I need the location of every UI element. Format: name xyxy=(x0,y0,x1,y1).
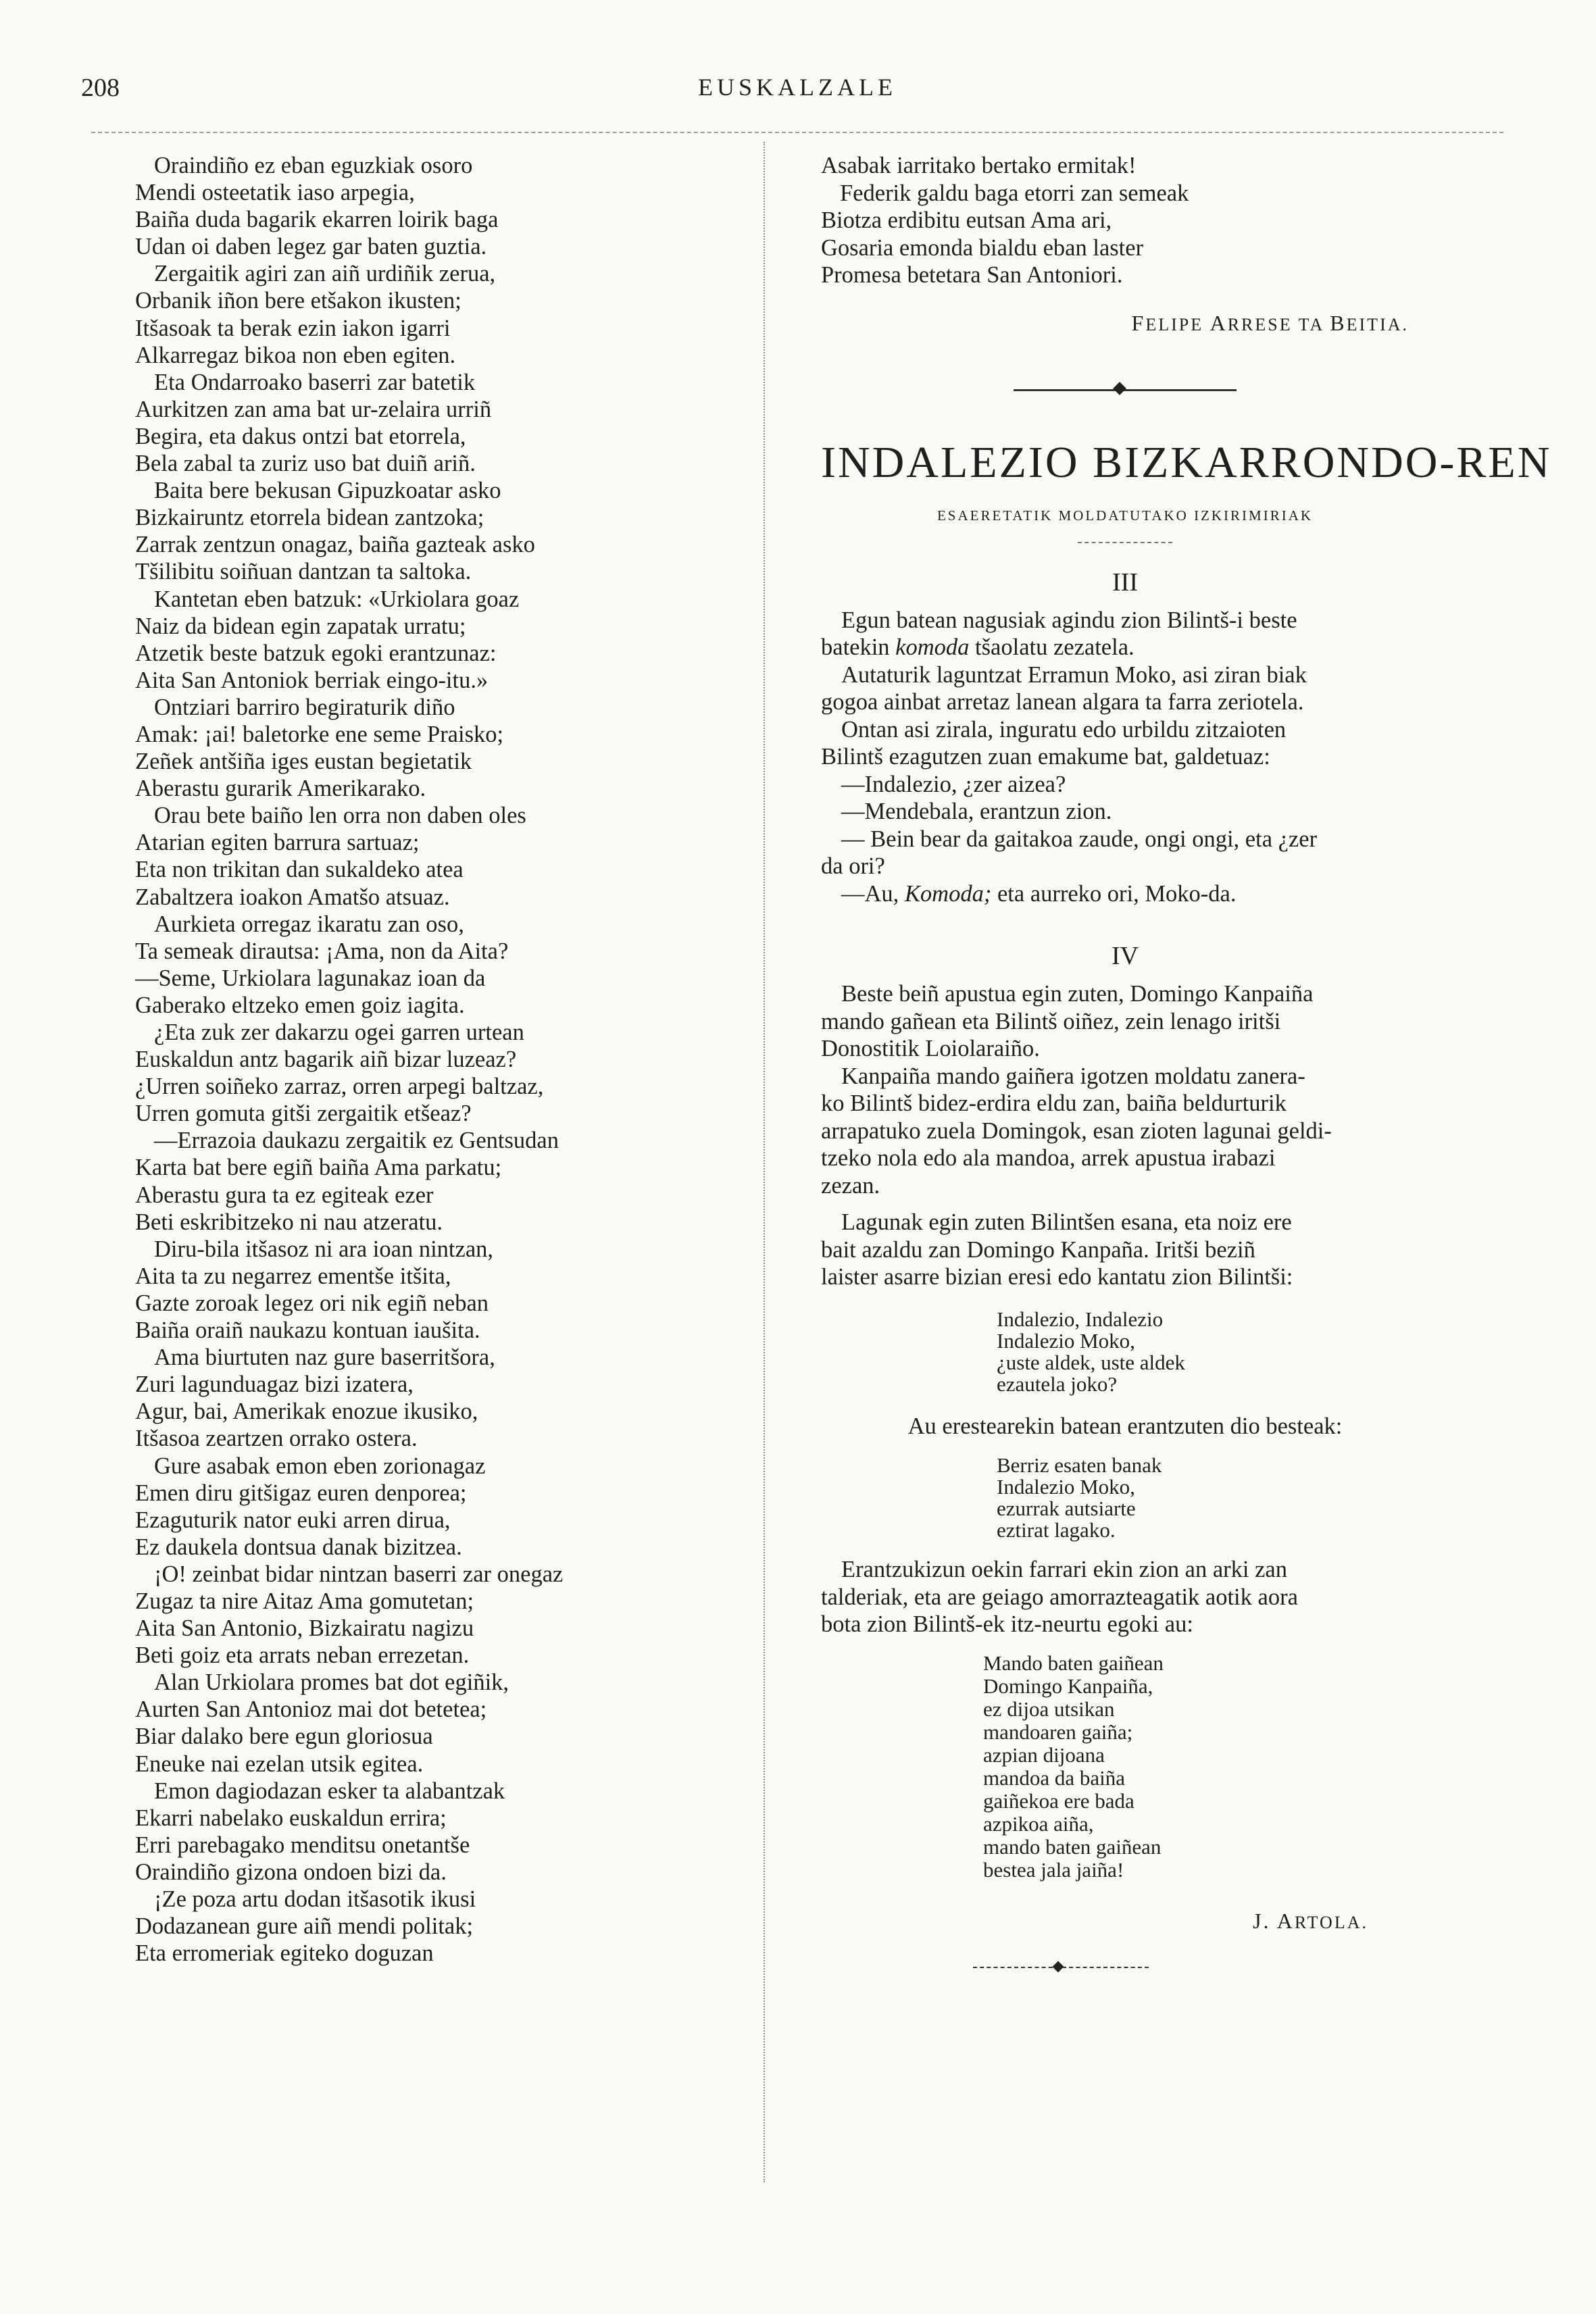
prose-line: — Bein bear da gaitakoa zaude, ongi ongi, eta ¿zer xyxy=(841,826,1318,852)
poem-line: Alkarregaz bikoa non eben egiten. xyxy=(135,342,456,368)
running-title: EUSKALZALE xyxy=(698,74,897,101)
prose-line: Egun batean nagusiak agindu zion Bilintš-i beste xyxy=(841,607,1297,633)
poem-line: ¿Eta zuk zer dakarzu ogei garren urtean xyxy=(154,1020,524,1045)
section-number-iv: IV xyxy=(1111,942,1139,970)
poem-line: Ekarri nabelako euskaldun errira; xyxy=(135,1805,447,1831)
poem-line: Beti eskribitzeko ni nau atzeratu. xyxy=(135,1209,443,1235)
poem-line: Beti goiz eta arrats neban errezetan. xyxy=(135,1642,470,1669)
right-column xyxy=(821,152,1552,1974)
prose-line: arrapatuko zuela Domingok, esan zioten lagunai geldi- xyxy=(821,1117,1332,1144)
poem-line: Aberastu gura ta ez egiteak ezer xyxy=(135,1182,434,1208)
poem-line: Aurkitzen zan ama bat ur-zelaira urriñ xyxy=(135,396,492,422)
poem-line: Ezaguturik nator euki arren dirua, xyxy=(135,1507,451,1533)
poem-line: Zugaz ta nire Aitaz Ama gomutetan; xyxy=(135,1588,474,1614)
prose-line: Lagunak egin zuten Bilintšen esana, eta noiz ere xyxy=(841,1209,1292,1235)
poem-line: Eta Ondarroako baserri zar batetik xyxy=(154,369,476,395)
ornament-divider xyxy=(1014,383,1237,397)
column-divider xyxy=(764,142,765,2182)
poem-line: Zergaitik agiri zan aiñ urdiñik zerua, xyxy=(154,261,496,287)
verse-line: Indalezio Moko, xyxy=(997,1328,1135,1353)
poem-line: Orau bete baiño len orra non daben oles xyxy=(154,803,526,829)
prose-line: ko Bilintš bidez-erdira eldu zan, baiña beldurturik xyxy=(821,1090,1287,1116)
verse-mando xyxy=(821,1652,1429,1882)
poem-line: Kantetan eben batzuk: «Urkiolara goaz xyxy=(154,586,520,612)
poem-line: ¡Ze poza artu dodan itšasotik ikusi xyxy=(154,1886,476,1912)
verse-line: ¿uste aldek, uste aldek xyxy=(997,1350,1185,1374)
prose-line: bait azaldu zan Domingo Kanpaña. Iritši beziñ xyxy=(821,1236,1255,1263)
poem-line: Ama biurtuten naz gure baserritšora, xyxy=(154,1344,495,1371)
verse-line: mandoa da baiña xyxy=(983,1765,1126,1790)
poem-line: Gazte zoroak legez ori nik egiñ neban xyxy=(135,1290,489,1316)
poem-line: Baiña duda bagarik ekarren loirik baga xyxy=(135,207,499,233)
poem-line: Oraindiño gizona ondoen bizi da. xyxy=(135,1859,447,1885)
poem-line: Karta bat bere egiñ baiña Ama parkatu; xyxy=(135,1155,502,1181)
prose-line: bota zion Bilintš-ek itz-neurtu egoki au: xyxy=(821,1611,1193,1637)
poem-line: Baita bere bekusan Gipuzkoatar asko xyxy=(154,478,501,504)
poem-line: Aberastu gurarik Amerikarako. xyxy=(135,776,426,802)
page-header xyxy=(81,73,1514,114)
subtitle-divider xyxy=(1078,542,1172,543)
poem-line: Aurten San Antonioz mai dot betetea; xyxy=(135,1696,487,1723)
poem-line: Mendi osteetatik iaso arpegia, xyxy=(135,180,415,206)
verse-line: Mando baten gaiñean xyxy=(983,1651,1164,1675)
poem-line: Ontziari barriro begiraturik diño xyxy=(154,694,455,720)
poem-line: Emen diru gitšigaz euren denporea; xyxy=(135,1480,467,1506)
verse-line: eztirat lagako. xyxy=(997,1518,1116,1542)
poem-line: Promesa betetara San Antoniori. xyxy=(821,262,1123,288)
poem-line: Atarian egiten barrura sartuaz; xyxy=(135,830,420,856)
verse-line: mandoaren gaiña; xyxy=(983,1719,1133,1744)
poem-line: Atzetik beste batzuk egoki erantzunaz: xyxy=(135,640,497,666)
signature-felipe-arrese: FELIPE ARRESE TA BEITIA. xyxy=(1131,310,1409,335)
poem-line: Udan oi daben legez gar baten guztia. xyxy=(135,234,487,260)
header-divider xyxy=(91,132,1503,133)
prose-line: —Mendebala, erantzun zion. xyxy=(841,799,1112,824)
verse-line: mando baten gaiñean xyxy=(983,1834,1162,1859)
section-iii-text xyxy=(821,607,1429,908)
poem-line: Federik galdu baga etorri zan semeak xyxy=(840,180,1189,206)
prose-line: Autaturik laguntzat Erramun Moko, asi ziran biak xyxy=(841,661,1307,688)
poem-line: Diru-bila itšasoz ni ara ioan nintzan, xyxy=(154,1236,494,1262)
poem-line: Tšilibitu soiñuan dantzan ta saltoka. xyxy=(135,559,472,585)
poem-line: Bizkairuntz etorrela bidean zantzoka; xyxy=(135,505,484,531)
verse-line: Indalezio Moko, xyxy=(997,1475,1135,1499)
poem-line: Aita San Antonio, Bizkairatu nagizu xyxy=(135,1615,474,1642)
verse-response xyxy=(821,1455,1429,1541)
poem-line: Asabak iarritako bertako ermitak! xyxy=(821,153,1137,178)
poem-line: Agur, bai, Amerikak enozue ikusiko, xyxy=(135,1399,478,1425)
poem-line: Bela zabal ta zuriz uso bat duiñ ariñ. xyxy=(135,451,476,477)
poem-line: Zeñek antšiña iges eustan begietatik xyxy=(135,749,472,775)
poem-line: Oraindiño ez eban eguzkiak osoro xyxy=(154,153,473,178)
verse-indalezio xyxy=(821,1309,1429,1395)
poem-line: ¡O! zeinbat bidar nintzan baserri zar onegaz xyxy=(154,1561,564,1587)
poem-line: Dodazanean gure aiñ mendi politak; xyxy=(135,1913,474,1940)
prose-line: batekin komoda tšaolatu zezatela. xyxy=(821,634,1134,660)
verse-line: Berriz esaten banak xyxy=(997,1453,1162,1477)
section-iv-text xyxy=(821,980,1429,1199)
closing-ornament xyxy=(973,1961,1149,1974)
poem-line: Orbanik iñon bere etšakon ikusten; xyxy=(135,288,462,314)
prose-line: Donostitik Loiolaraiño. xyxy=(821,1036,1040,1061)
prose-line: Kanpaiña mando gaiñera igotzen moldatu zanera- xyxy=(841,1063,1305,1089)
verse-line: Domingo Kanpaiña, xyxy=(983,1674,1153,1698)
verse-line: ezautela joko? xyxy=(997,1372,1118,1396)
poem-line: ¿Urren soiñeko zarraz, orren arpegi baltzaz, xyxy=(135,1074,544,1100)
poem-line: Erri parebagako menditsu onetantše xyxy=(135,1832,470,1858)
poem-line: Emon dagiodazan esker ta alabantzak xyxy=(154,1778,505,1804)
poem-line: Alan Urkiolara promes bat dot egiñik, xyxy=(154,1669,509,1696)
poem-line: Gosaria emonda bialdu eban laster xyxy=(821,234,1144,261)
signature-artola: J. ARTOLA. xyxy=(1253,1908,1368,1933)
poem-line: Zuri lagunduagaz bizi izatera, xyxy=(135,1372,414,1398)
prose-line: laister asarre bizian eresi edo kantatu zion Bilintši: xyxy=(821,1264,1293,1290)
poem-line: Naiz da bidean egin zapatak urratu; xyxy=(135,613,466,639)
poem-line: Eta non trikitan dan sukaldeko atea xyxy=(135,857,464,883)
prose-line: Erantzukizun oekin farrari ekin zion an arki zan xyxy=(841,1557,1287,1582)
poem-line: Biar dalako bere egun gloriosua xyxy=(135,1724,433,1750)
final-text xyxy=(821,1556,1429,1638)
prose-line: Ontan asi zirala, inguratu edo urbildu zitzaioten xyxy=(841,716,1287,743)
prose-line: mando gañean eta Bilintš oiñez, zein lenago iritši xyxy=(821,1008,1281,1034)
section-number-iii: III xyxy=(1112,568,1138,597)
poem-line: —Seme, Urkiolara lagunakaz ioan da xyxy=(135,965,486,991)
poem-line: Amak: ¡ai! baletorke ene seme Praisko; xyxy=(135,721,504,747)
verse-line: azpikoa aiña, xyxy=(983,1811,1094,1836)
verse-line: bestea jala jaiña! xyxy=(983,1857,1124,1882)
poem-line: Baiña oraiñ naukazu kontuan iaušita. xyxy=(135,1317,480,1344)
left-column-poem xyxy=(135,152,757,1967)
prose-line: tzeko nola edo ala mandoa, arrek apustua irabazi xyxy=(821,1145,1276,1171)
poem-line: Eneuke nai ezelan utsik egitea. xyxy=(135,1751,424,1777)
verse-line: ez dijoa utsikan xyxy=(983,1696,1115,1721)
poem-line: Ta semeak dirautsa: ¡Ama, non da Aita? xyxy=(135,938,509,964)
poem-line: Urren gomuta gitši zergaitik etšeaz? xyxy=(135,1101,472,1127)
poem-line: Euskaldun antz bagarik aiñ bizar luzeaz? xyxy=(135,1047,517,1073)
answer-line: Au erestearekin batean erantzuten dio besteak: xyxy=(907,1413,1343,1439)
poem-line: Biotza erdibitu eutsan Ama ari, xyxy=(821,207,1112,233)
verse-line: Indalezio, Indalezio xyxy=(997,1307,1164,1331)
poem-line: Ez daukela dontsua danak bizitzea. xyxy=(135,1534,462,1560)
verse-line: gaiñekoa ere bada xyxy=(983,1788,1134,1813)
poem-line: Itšasoa zeartzen orrako ostera. xyxy=(135,1426,418,1452)
article-title: INDALEZIO BIZKARRONDO-REN xyxy=(821,437,1552,487)
prose-line: da ori? xyxy=(821,853,885,879)
prose-line: Bilintš ezagutzen zuan emakume bat, galdetuaz: xyxy=(821,744,1270,770)
prose-line: gogoa ainbat arretaz lanean algara ta farra zeriotela. xyxy=(821,689,1304,715)
article-subtitle: ESAERETATIK MOLDATUTAKO IZKIRIMIRIAK xyxy=(937,507,1314,524)
prose-line: —Indalezio, ¿zer aizea? xyxy=(841,771,1066,797)
verse-line: ezurrak autsiarte xyxy=(997,1496,1136,1520)
poem-line: Zarrak zentzun onagaz, baiña gazteak asko xyxy=(135,532,535,558)
poem-line: Aurkieta orregaz ikaratu zan oso, xyxy=(154,911,464,937)
poem-line: Aita ta zu negarrez ementše itšita, xyxy=(135,1263,451,1289)
poem-line: Eta erromeriak egiteko doguzan xyxy=(135,1940,434,1967)
verse-line: azpian dijoana xyxy=(983,1742,1105,1767)
section-iv-text-continued xyxy=(821,1209,1429,1291)
page-number: 208 xyxy=(81,74,120,102)
poem-line: Gure asabak emon eben zorionagaz xyxy=(154,1453,486,1479)
poem-line: Zabaltzera ioakon Amatšo atsuaz. xyxy=(135,884,450,910)
poem-line: Aita San Antoniok berriak eingo-itu.» xyxy=(135,667,489,693)
poem-line: Begira, eta dakus ontzi bat etorrela, xyxy=(135,423,466,449)
poem-line: Gaberako eltzeko emen goiz iagita. xyxy=(135,992,465,1018)
poem-line: —Errazoia daukazu zergaitik ez Gentsudan xyxy=(154,1128,559,1154)
poem-continuation xyxy=(821,152,1429,289)
prose-line: zezan. xyxy=(821,1172,880,1199)
prose-line: talderiak, eta are geiago amorrazteagatik aotik aora xyxy=(821,1584,1298,1610)
poem-line: Itšasoak ta berak ezin iakon igarri xyxy=(135,315,451,341)
prose-line: Beste beiñ apustua egin zuten, Domingo Kanpaiña xyxy=(841,981,1314,1007)
prose-line: —Au, Komoda; eta aurreko ori, Moko-da. xyxy=(841,880,1237,907)
